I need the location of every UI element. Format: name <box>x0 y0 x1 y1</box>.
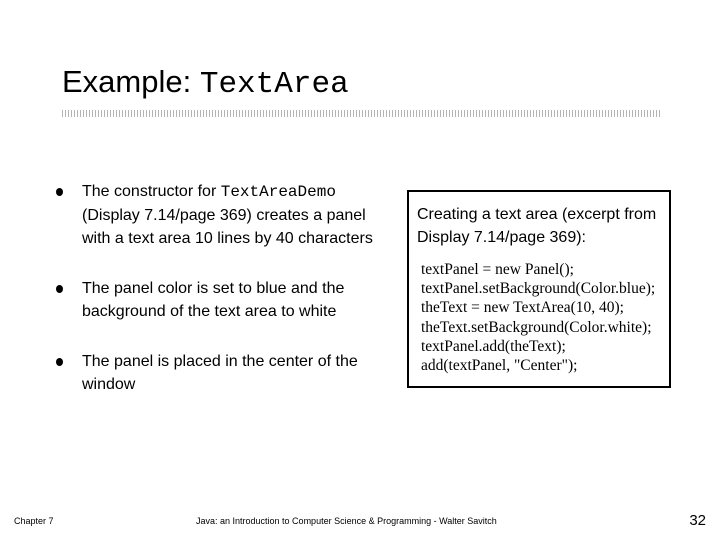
code-line: textPanel.add(theText); <box>421 337 566 355</box>
code-line: textPanel = new Panel(); <box>421 261 574 278</box>
title-underline <box>62 110 662 117</box>
bullet-dot-icon <box>56 358 63 366</box>
bullet-text: The panel is placed in the center of the window <box>82 353 358 393</box>
footer-book-title: Java: an Introduction to Computer Science & Programming - Walter Savitch <box>196 516 497 526</box>
code-line: theText.setBackground(Color.white); <box>421 318 652 336</box>
bullet-dot-icon <box>56 285 63 293</box>
bullet-text-suffix: (Display 7.14/page 369) creates a panel with a text area 10 lines by 40 characters <box>82 207 373 247</box>
bullet-item <box>52 277 392 323</box>
code-excerpt-box <box>407 190 671 388</box>
bullet-dot-icon <box>56 188 63 196</box>
code-line: theText = new TextArea(10, 40); <box>421 299 624 317</box>
code-excerpt <box>421 260 655 375</box>
bullet-code: TextAreaDemo <box>220 183 336 201</box>
bullet-text-prefix: The constructor for <box>82 183 221 200</box>
slide-title <box>62 60 349 107</box>
bullet-list <box>52 180 392 423</box>
title-code: TextArea <box>199 67 349 102</box>
code-line: textPanel.setBackground(Color.blue); <box>421 280 656 298</box>
footer-chapter: Chapter 7 <box>14 516 54 526</box>
bullet-item <box>52 350 392 396</box>
code-excerpt-caption: Creating a text area (excerpt from Display 7.14/page 369): <box>417 206 657 246</box>
code-line: add(textPanel, "Center"); <box>421 357 578 375</box>
title-prefix: Example: <box>62 64 200 99</box>
bullet-text: The panel color is set to blue and the background of the text area to white <box>82 280 345 320</box>
bullet-item <box>52 180 392 250</box>
page-number: 32 <box>689 512 706 529</box>
